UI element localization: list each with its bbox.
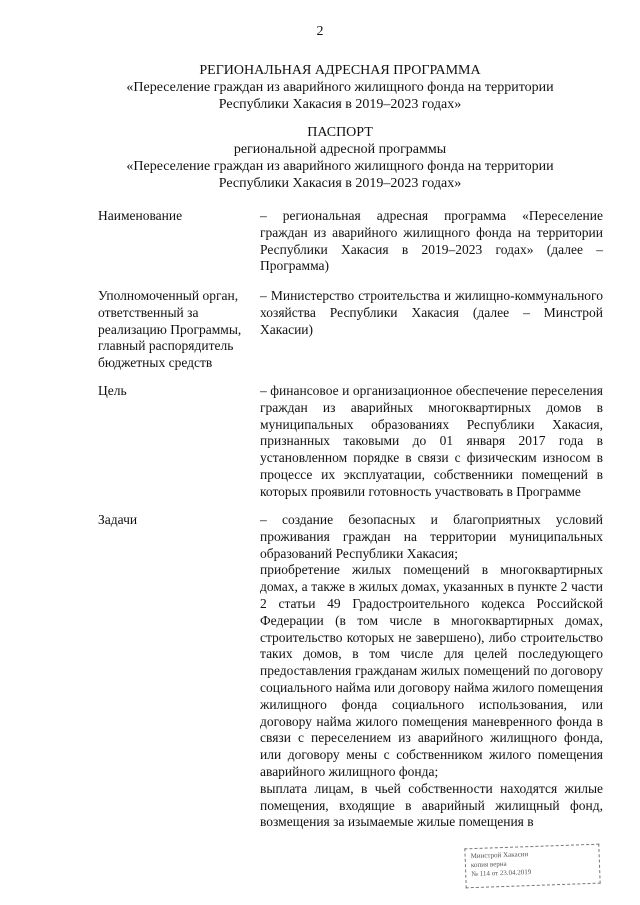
- certification-stamp: Минстрой Хакасии копия верна № 114 от 23.04.2019: [464, 844, 600, 889]
- passport-title-line-4: Республики Хакасия в 2019–2023 годах»: [218, 176, 462, 191]
- passport-header: [60, 124, 620, 192]
- passport-subtitle: региональной адресной программы: [233, 142, 447, 157]
- task-paragraph: – создание безопасных и благоприятных условий проживания граждан на территории муниципальных образований Республики Хакасия;: [260, 512, 603, 561]
- row-label: Уполномоченный орган, ответственный за реализацию Программы, главный распорядитель бюджетных средств: [98, 288, 242, 371]
- row-value: – финансовое и организационное обеспечение переселения граждан из аварийных многоквартирных домов в муниципальных образованиях Республики Хакасия, признанных таковыми до 01 января 2017 года в установленном порядке в связи с физическим износом в процессе их эксплуатации, собственники помещений в которых проявили готовность участвовать в Программе: [260, 383, 603, 499]
- program-title-line-2: «Переселение граждан из аварийного жилищного фонда на территории: [126, 80, 554, 95]
- passport-title-line-3: «Переселение граждан из аварийного жилищного фонда на территории: [126, 159, 554, 174]
- task-paragraph: приобретение жилых помещений в многоквартирных домах, а также в жилых домах, указанных в пункте 2 части 2 статьи 49 Градостроительного кодекса Российской Федерации (в том числе в многоквартирных домах, строительство которых не завершено), либо строительство таких домов, в том числе для целей последующего предоставления гражданам жилых помещений по договору социального найма или договору найма жилого помещения жилищного фонда социального использования, или договору найма жилого помещения маневренного фонда в связи с переселением из аварийного жилищного фонда, или договору мены с собственником жилого помещения аварийного жилищного фонда;: [260, 562, 603, 779]
- row-label: Цель: [98, 383, 127, 398]
- row-label: Наименование: [98, 208, 183, 223]
- program-title-line-3: Республики Хакасия в 2019–2023 годах»: [218, 97, 462, 112]
- row-value: – региональная адресная программа «Переселение граждан из аварийного жилищного фонда на территории Республики Хакасия в 2019–2023 годах» (далее – Программа): [260, 208, 603, 274]
- row-label: Задачи: [98, 512, 138, 527]
- program-header: [60, 62, 620, 113]
- page-number: 2: [316, 24, 324, 39]
- row-value: [260, 512, 603, 831]
- row-value: – Министерство строительства и жилищно-коммунального хозяйства Республики Хакасия (далее – Минстрой Хакасии): [260, 288, 603, 337]
- program-title: РЕГИОНАЛЬНАЯ АДРЕСНАЯ ПРОГРАММА: [199, 63, 481, 78]
- passport-title: ПАСПОРТ: [307, 125, 373, 140]
- task-paragraph: выплата лицам, в чьей собственности находятся жилые помещения, входящие в аварийный жилищный фонд, возмещения за изымаемые жилые помещения в: [260, 780, 603, 830]
